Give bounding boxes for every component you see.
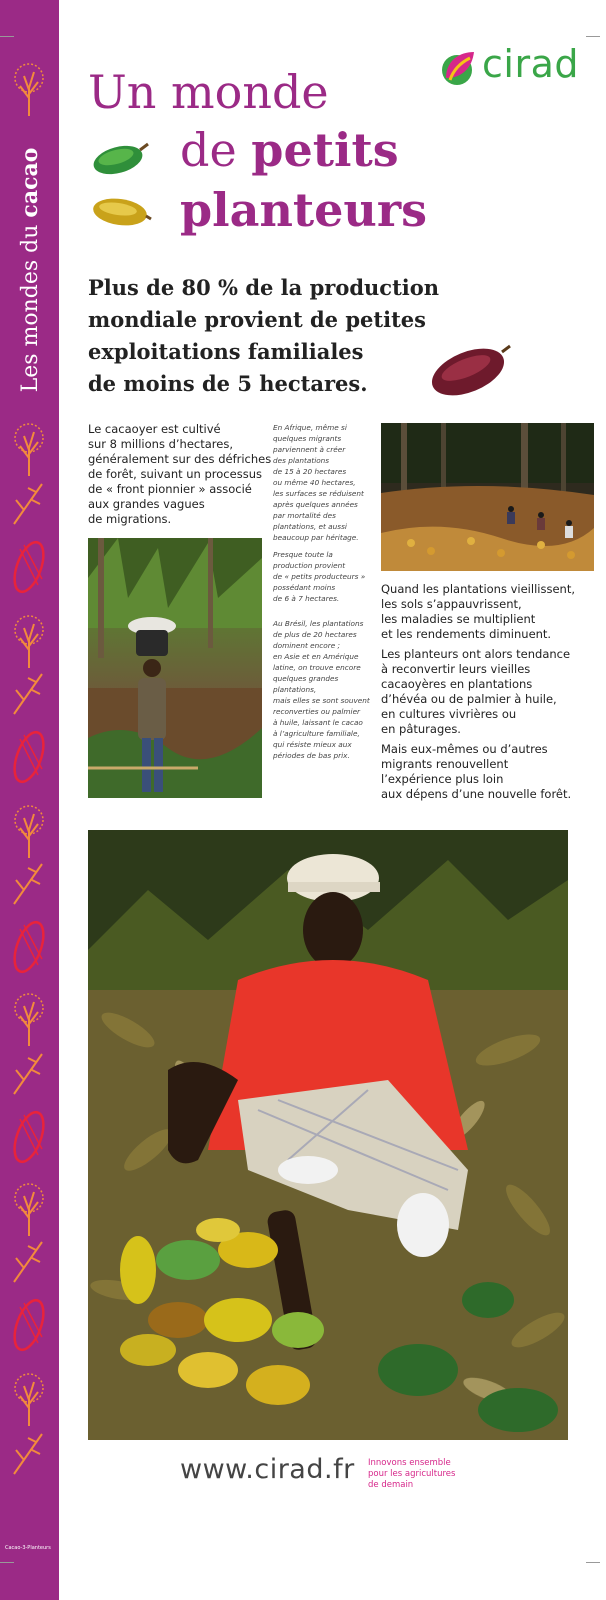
branch-icon <box>6 668 52 718</box>
note-line: de 15 à 20 hectares <box>273 467 347 476</box>
note-line: ou même 40 hectares, <box>273 478 356 487</box>
note-line: de plus de 20 hectares <box>273 630 357 639</box>
note-line: qui résiste mieux aux <box>273 740 352 749</box>
text-line: en pâturages. <box>381 722 461 736</box>
note-line: Presque toute la <box>273 550 333 559</box>
tagline-line: de demain <box>368 1480 414 1490</box>
branch-icon <box>6 858 52 908</box>
text-line: l’expérience plus loin <box>381 772 504 786</box>
sidebar-band <box>0 0 59 1600</box>
text-line: Le cacaoyer est cultivé <box>88 422 221 436</box>
text-paragraph <box>381 647 586 737</box>
note-line: Au Brésil, les plantations <box>273 619 364 628</box>
cocoa-pod-icon <box>6 535 52 599</box>
note-line: de 6 à 7 hectares. <box>273 594 340 603</box>
yellow-cocoa-pod-icon <box>90 192 152 232</box>
note-line: plantations, <box>273 685 317 694</box>
crop-mark <box>586 36 600 37</box>
text-paragraph <box>381 742 586 802</box>
note-line: à huile, laissant le cacao <box>273 718 363 727</box>
cocoa-pod-icon <box>6 915 52 979</box>
website-url[interactable]: www.cirad.fr <box>180 1454 355 1485</box>
tagline-line: pour les agricultures <box>368 1469 456 1479</box>
sidebar-title <box>17 148 43 393</box>
note-line: latine, on trouve encore <box>273 663 361 672</box>
sidebar-title-bold: cacao <box>17 147 43 218</box>
cocoa-pod-icon <box>6 1105 52 1169</box>
note-line: de « petits producteurs » <box>273 572 366 581</box>
note-line: quelques grandes <box>273 674 339 683</box>
text-line: d’hévéa ou de palmier à huile, <box>381 692 557 706</box>
text-line: de forêt, suivant un processus <box>88 467 262 481</box>
note-line: après quelques années <box>273 500 358 509</box>
subtitle-line: de moins de 5 hectares. <box>88 371 368 396</box>
crop-mark <box>586 1562 600 1563</box>
branch-icon <box>6 1236 52 1286</box>
poster-code: Cacao-3-Planteurs <box>5 1545 51 1551</box>
text-line: et les rendements diminuent. <box>381 627 552 641</box>
title-line-2 <box>180 124 399 176</box>
workers-pod-breaking-photo <box>381 423 594 571</box>
title-line-1: Un monde <box>88 65 329 119</box>
tree-icon <box>6 800 52 860</box>
note-line: en Asie et en Amérique <box>273 652 359 661</box>
title-line-3: planteurs <box>180 183 427 237</box>
note-line: En Afrique, même si <box>273 423 347 432</box>
tree-icon <box>6 988 52 1048</box>
text-line: les sols s’appauvrissent, <box>381 597 522 611</box>
crop-mark <box>0 1562 14 1563</box>
note-line: des plantations <box>273 456 330 465</box>
note-line: reconverties ou palmier <box>273 707 361 716</box>
note-paragraph <box>273 549 378 604</box>
text-line: aux dépens d’une nouvelle forêt. <box>381 787 572 801</box>
note-line: possédant moins <box>273 583 336 592</box>
text-line: Les planteurs ont alors tendance <box>381 647 571 661</box>
cirad-logo-text: cirad <box>482 42 579 86</box>
note-line: plantations, et aussi <box>273 522 347 531</box>
note-line: les surfaces se réduisent <box>273 489 364 498</box>
title-line-2-bold: petits <box>251 123 399 177</box>
woman-carrying-basket-photo <box>88 538 262 798</box>
red-cocoa-pod-icon <box>428 338 512 402</box>
text-line: aux grandes vagues <box>88 497 205 511</box>
subtitle-line: exploitations familiales <box>88 339 364 364</box>
text-line: de migrations. <box>88 512 172 526</box>
title-line-2-prefix: de <box>180 123 237 177</box>
farmer-with-cocoa-pods-photo <box>88 830 568 1440</box>
tree-icon <box>6 610 52 670</box>
text-line: en cultures vivrières ou <box>381 707 517 721</box>
note-line: dominent encore ; <box>273 641 341 650</box>
footer-tagline <box>368 1458 455 1491</box>
note-line: parviennent à créer <box>273 445 346 454</box>
note-line: quelques migrants <box>273 434 342 443</box>
branch-icon <box>6 478 52 528</box>
note-paragraph <box>273 618 378 761</box>
note-line: production provient <box>273 561 346 570</box>
tagline-line: Innovons ensemble <box>368 1458 451 1468</box>
branch-icon <box>6 1428 52 1478</box>
text-line: Mais eux-mêmes ou d’autres <box>381 742 548 756</box>
text-line: à reconvertir leurs vieilles <box>381 662 531 676</box>
text-line: migrants renouvellent <box>381 757 509 771</box>
subtitle-line: Plus de 80 % de la production <box>88 275 440 300</box>
intro-paragraph <box>88 422 272 527</box>
cocoa-pod-icon <box>6 1293 52 1357</box>
cirad-leaf-icon <box>440 48 478 88</box>
text-line: de « front pionnier » associé <box>88 482 252 496</box>
tree-icon <box>6 1178 52 1238</box>
note-line: par mortalité des <box>273 511 336 520</box>
note-line: à l’agriculture familiale, <box>273 729 360 738</box>
text-line: Quand les plantations vieillissent, <box>381 582 575 596</box>
text-line: les maladies se multiplient <box>381 612 536 626</box>
cocoa-pod-icon <box>6 725 52 789</box>
right-text-column <box>381 582 586 807</box>
note-line: beaucoup par héritage. <box>273 533 359 542</box>
note-paragraph <box>273 422 378 543</box>
tree-icon <box>6 418 52 478</box>
sidebar-title-prefix: Les mondes du <box>18 224 43 393</box>
branch-icon <box>6 1048 52 1098</box>
text-line: généralement sur des défriches <box>88 452 272 466</box>
subtitle-line: mondiale provient de petites <box>88 307 426 332</box>
crop-mark <box>0 36 14 37</box>
note-line: périodes de bas prix. <box>273 751 350 760</box>
note-line: mais elles se sont souvent <box>273 696 370 705</box>
text-paragraph <box>381 582 586 642</box>
tree-icon <box>6 1368 52 1428</box>
green-cocoa-pod-icon <box>90 138 150 180</box>
notes-column <box>273 422 378 767</box>
tree-icon <box>6 58 52 118</box>
text-line: sur 8 millions d’hectares, <box>88 437 233 451</box>
text-line: cacaoyères en plantations <box>381 677 533 691</box>
